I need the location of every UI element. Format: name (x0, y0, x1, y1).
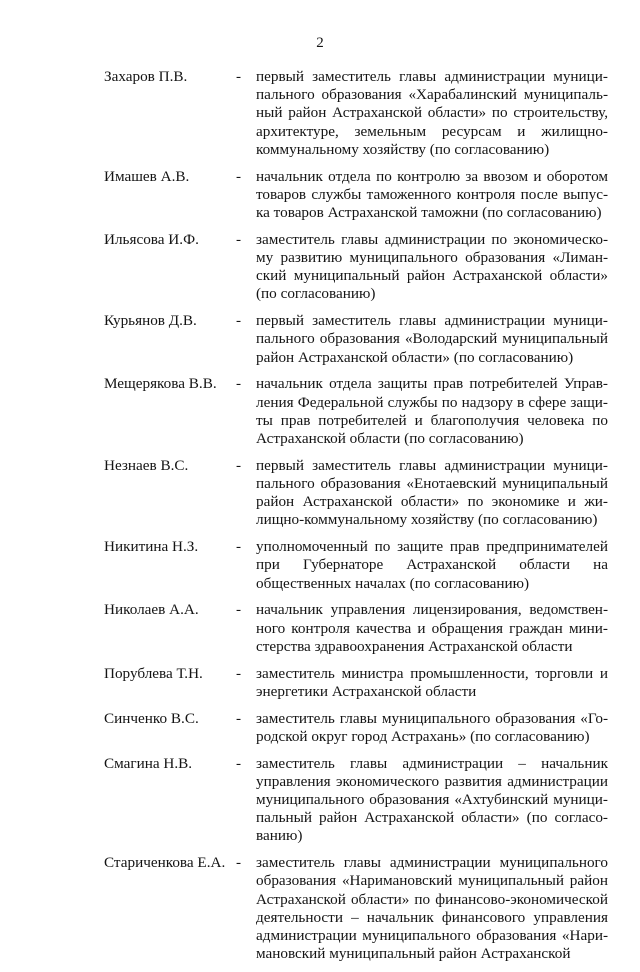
position-line: начальник управления лицензирования, ведомствен- (256, 601, 608, 619)
member-entry (104, 68, 614, 159)
position-line: образования «Наримановский муниципальный район (256, 872, 608, 890)
position-line: Астраханской области» по финансово-экономической (256, 890, 608, 908)
member-name: Стариченкова Е.А. (104, 854, 226, 872)
member-entry (104, 168, 614, 223)
page-number: 2 (316, 35, 324, 51)
member-position (256, 68, 608, 159)
position-line: при Губернаторе Астраханской области на (256, 556, 608, 574)
position-line: лищно-коммунальному хозяйству (по согласованию) (256, 511, 598, 529)
member-name: Синченко В.С. (104, 709, 199, 727)
position-line: (по согласованию) (256, 285, 376, 303)
member-position (256, 538, 608, 593)
dash-separator: - (236, 68, 242, 85)
position-line: заместитель главы администрации по экономическо- (256, 230, 608, 248)
position-line: заместитель главы муниципального образования «Го- (256, 709, 608, 727)
member-position (256, 375, 608, 448)
member-name: Курьянов Д.В. (104, 312, 197, 330)
member-entry (104, 710, 614, 746)
position-line: муниципального образования «Ахтубинский муници- (256, 791, 608, 809)
position-line: заместитель главы администрации – начальник (256, 754, 608, 772)
dash-separator: - (236, 538, 242, 556)
position-line: деятельности – начальник финансового управления (256, 908, 608, 926)
position-line: первый заместитель главы администрации муници- (256, 68, 608, 85)
position-line: архитектуре, земельным ресурсам и жилищно- (256, 122, 608, 140)
member-entry (104, 538, 614, 593)
position-line: ты прав потребителей и благополучия человека по (256, 411, 608, 429)
member-name: Мещерякова В.В. (104, 375, 217, 393)
member-entry (104, 457, 614, 530)
position-line: ного контроля качества и обращения граждан мини- (256, 619, 608, 637)
commission-member-list (104, 68, 614, 972)
position-line: Астраханской области (по согласованию) (256, 430, 524, 448)
member-position (256, 710, 608, 746)
position-line: пального образования «Харабалинский муниципаль- (256, 86, 608, 104)
member-position (256, 854, 608, 963)
member-name: Никитина Н.З. (104, 538, 199, 556)
dash-separator: - (236, 375, 242, 393)
member-position (256, 665, 608, 701)
position-line: пального образования «Енотаевский муниципальный (256, 475, 608, 493)
member-entry (104, 231, 614, 304)
position-line: район Астраханской области» по экономике и жи- (256, 493, 608, 511)
position-line: ка товаров Астраханской таможни (по согласованию) (256, 204, 602, 222)
position-line: заместитель министра промышленности, торговли и (256, 664, 608, 682)
member-entry (104, 755, 614, 846)
member-entry (104, 601, 614, 656)
position-line: заместитель главы администрации муниципального (256, 854, 608, 872)
member-entry (104, 665, 614, 701)
dash-separator: - (236, 456, 242, 474)
position-line: администрации муниципального образования «Нари- (256, 927, 608, 945)
position-line: мановский муниципальный район Астраханской (256, 945, 571, 963)
position-line: стерства здравоохранения Астраханской области (256, 637, 573, 655)
member-position (256, 312, 608, 367)
member-name: Имашев А.В. (104, 167, 190, 185)
position-line: энергетики Астраханской области (256, 682, 477, 700)
position-line: коммунальному хозяйству (по согласованию) (256, 140, 550, 158)
position-line: начальник отдела по контролю за ввозом и оборотом (256, 167, 608, 185)
member-position (256, 755, 608, 846)
position-line: ванию) (256, 827, 303, 845)
member-name: Порублева Т.Н. (104, 664, 203, 682)
position-line: общественных началах (по согласованию) (256, 574, 530, 592)
dash-separator: - (236, 754, 242, 772)
member-name: Ильясова И.Ф. (104, 230, 199, 248)
member-name: Незнаев В.С. (104, 456, 189, 474)
position-line: пального образования «Володарский муниципальный (256, 330, 608, 348)
member-position (256, 457, 608, 530)
position-line: район Астраханской области» (по согласованию) (256, 348, 574, 366)
position-line: родской округ город Астрахань» (по согласованию) (256, 727, 590, 745)
dash-separator: - (236, 709, 242, 727)
position-line: му развитию муниципального образования «Лиман- (256, 249, 608, 267)
member-name: Смагина Н.В. (104, 754, 193, 772)
position-line: пальный район Астраханской области» (по согласо- (256, 809, 608, 827)
member-position (256, 601, 608, 656)
dash-separator: - (236, 312, 242, 330)
position-line: первый заместитель главы администрации муници- (256, 312, 608, 330)
member-entry (104, 854, 614, 963)
position-line: ский муниципальный район Астраханской области» (256, 267, 608, 285)
member-name: Захаров П.В. (104, 68, 188, 85)
position-line: уполномоченный по защите прав предпринимателей (256, 538, 608, 556)
dash-separator: - (236, 230, 242, 248)
dash-separator: - (236, 601, 242, 619)
member-name: Николаев А.А. (104, 601, 199, 619)
position-line: первый заместитель главы администрации муници- (256, 456, 608, 474)
dash-separator: - (236, 664, 242, 682)
dash-separator: - (236, 854, 242, 872)
position-line: управления экономического развития администрации (256, 772, 608, 790)
position-line: начальник отдела защиты прав потребителей Управ- (256, 375, 608, 393)
member-position (256, 231, 608, 304)
position-line: ления Федеральной службы по надзору в сфере защи- (256, 393, 608, 411)
position-line: ный район Астраханской области» по строительству, (256, 104, 608, 122)
member-entry (104, 375, 614, 448)
member-entry (104, 312, 614, 367)
member-position (256, 168, 608, 223)
position-line: товаров службы таможенного контроля после выпус- (256, 185, 608, 203)
dash-separator: - (236, 167, 242, 185)
